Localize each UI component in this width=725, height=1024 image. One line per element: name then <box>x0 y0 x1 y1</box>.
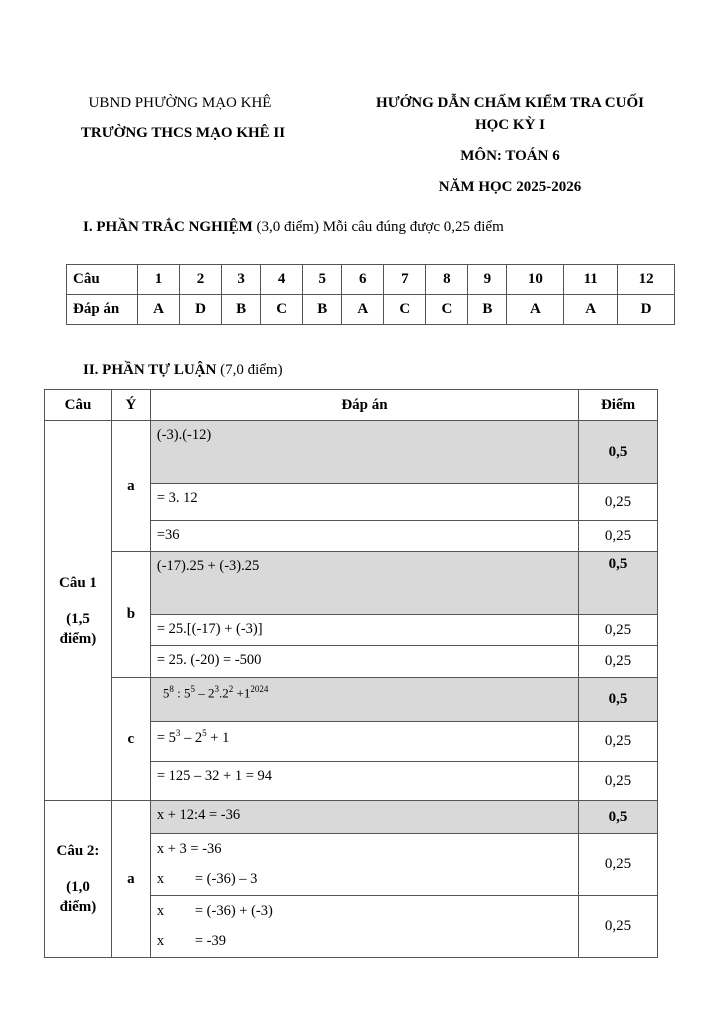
step-points: 0,25 <box>579 646 658 678</box>
section2-title <box>83 360 283 380</box>
step-points: 0,25 <box>579 484 658 521</box>
answer-step: (-17).25 + (-3).25 <box>150 552 578 615</box>
answer-line-text: = -39 <box>194 933 226 949</box>
question-1-points-unit: điểm) <box>59 630 97 647</box>
math-term: = 5 <box>156 729 176 746</box>
essay-marking-table <box>44 389 658 958</box>
subject-label: MÔN: TOÁN 6 <box>460 148 560 164</box>
math-exponent: 3 <box>214 684 219 694</box>
step-points: 0,5 <box>579 678 658 722</box>
school-year-label: NĂM HỌC 2025-2026 <box>438 179 582 195</box>
answer-step: = 3. 12 <box>150 484 578 521</box>
answer-step-expression <box>150 678 578 722</box>
question-number: 9 <box>468 265 507 295</box>
math-term: 5 <box>162 685 170 701</box>
answer-letter: B <box>222 295 261 325</box>
section1-title-bold: I. PHẦN TRẮC NGHIỆM <box>83 219 253 235</box>
math-term: 5 <box>183 685 191 701</box>
question-2-label: Câu 2: <box>56 843 100 859</box>
part-a-label: a <box>111 801 150 958</box>
answer-letter: D <box>180 295 222 325</box>
col-header-y: Ý <box>111 390 150 421</box>
answer-line <box>157 926 572 956</box>
row-label-cau: Câu <box>67 265 138 295</box>
math-exponent: 5 <box>202 728 207 738</box>
step-points: 0,5 <box>579 801 658 834</box>
var-x: x <box>156 871 165 887</box>
question-2-points-unit: điểm) <box>59 899 97 915</box>
answer-letter: B <box>468 295 507 325</box>
question-number: 8 <box>426 265 468 295</box>
math-exponent: 5 <box>190 684 195 694</box>
math-operator: : <box>173 685 184 701</box>
question-number: 1 <box>138 265 180 295</box>
answer-letter: C <box>384 295 426 325</box>
math-exponent: 2024 <box>250 684 269 694</box>
answer-letter: C <box>261 295 303 325</box>
question-1-points: (1,5 <box>66 610 90 627</box>
answer-letter: C <box>426 295 468 325</box>
col-header-cau: Câu <box>45 390 112 421</box>
math-exponent: 3 <box>175 728 181 738</box>
answer-line: x + 3 = -36 <box>156 841 222 857</box>
table-row <box>45 552 658 615</box>
doc-title-line1: HƯỚNG DẪN CHẤM KIỂM TRA CUỐI <box>376 95 644 111</box>
doc-title-line2: HỌC KỲ I <box>474 117 545 133</box>
step-points: 0,25 <box>579 896 658 958</box>
math-term: – 2 <box>180 729 203 746</box>
math-exponent: 2 <box>228 684 234 694</box>
answer-step <box>150 834 578 896</box>
step-points: 0,25 <box>579 615 658 646</box>
answer-letter: B <box>303 295 342 325</box>
var-x: x <box>156 933 165 949</box>
school-name: TRƯỜNG THCS MẠO KHÊ II <box>80 125 286 141</box>
math-exponent: 8 <box>169 684 174 694</box>
answer-step <box>150 896 578 958</box>
question-2-cell <box>45 801 112 958</box>
answer-letter: A <box>342 295 384 325</box>
question-number: 2 <box>180 265 222 295</box>
answer-letter: A <box>564 295 618 325</box>
step-points: 0,25 <box>579 521 658 552</box>
answer-letter: A <box>138 295 180 325</box>
answer-step-expression <box>150 722 578 762</box>
math-term: + 1 <box>206 729 230 746</box>
question-number: 12 <box>618 265 675 295</box>
answer-step: = 25. (-20) = -500 <box>150 646 578 678</box>
answer-letter: A <box>507 295 564 325</box>
question-number: 5 <box>303 265 342 295</box>
question-1-cell <box>45 421 112 801</box>
answer-line-text: = (-36) – 3 <box>194 871 258 887</box>
part-b-label: b <box>111 552 150 678</box>
col-header-diem: Điểm <box>579 390 658 421</box>
question-number: 10 <box>507 265 564 295</box>
answer-line <box>157 864 572 894</box>
step-points: 0,25 <box>579 834 658 896</box>
math-term: 2 <box>207 685 215 701</box>
answer-step: =36 <box>150 521 578 552</box>
question-number: 4 <box>261 265 303 295</box>
step-points: 0,5 <box>579 552 658 615</box>
math-operator: . <box>218 685 223 701</box>
question-number-row <box>67 265 675 295</box>
section1-title <box>83 217 504 237</box>
table-row <box>45 678 658 722</box>
col-header-dap-an: Đáp án <box>150 390 578 421</box>
answer-line-text: = (-36) + (-3) <box>194 903 273 919</box>
part-c-label: c <box>111 678 150 801</box>
answer-step: = 125 – 32 + 1 = 94 <box>150 762 578 801</box>
answer-key-table <box>66 264 675 325</box>
table-row <box>45 801 658 834</box>
question-number: 6 <box>342 265 384 295</box>
answer-row <box>67 295 675 325</box>
essay-header-row <box>45 390 658 421</box>
math-operator: + <box>233 685 244 701</box>
answer-step: = 25.[(-17) + (-3)] <box>150 615 578 646</box>
var-x: x <box>156 903 165 919</box>
row-label-dap-an: Đáp án <box>67 295 138 325</box>
step-points: 0,25 <box>579 762 658 801</box>
answer-step: x + 12:4 = -36 <box>150 801 578 834</box>
answer-step: (-3).(-12) <box>150 421 578 484</box>
section1-title-rest: (3,0 điểm) Mỗi câu đúng được 0,25 điểm <box>252 219 504 235</box>
math-operator: – <box>194 685 208 701</box>
question-1-label: Câu 1 <box>58 574 97 591</box>
table-row <box>45 421 658 484</box>
question-number: 7 <box>384 265 426 295</box>
question-number: 11 <box>564 265 618 295</box>
question-2-points: (1,0 <box>66 879 90 895</box>
question-number: 3 <box>222 265 261 295</box>
answer-letter: D <box>618 295 675 325</box>
section2-title-rest: (7,0 điểm) <box>216 362 283 378</box>
department-name: UBND PHƯỜNG MẠO KHÊ <box>88 95 272 111</box>
math-term: 2 <box>222 685 229 701</box>
step-points: 0,25 <box>579 722 658 762</box>
section2-title-bold: II. PHẦN TỰ LUẬN <box>83 362 217 378</box>
part-a-label: a <box>111 421 150 552</box>
math-term: 1 <box>243 685 251 701</box>
answer-line <box>157 896 572 926</box>
step-points: 0,5 <box>579 421 658 484</box>
